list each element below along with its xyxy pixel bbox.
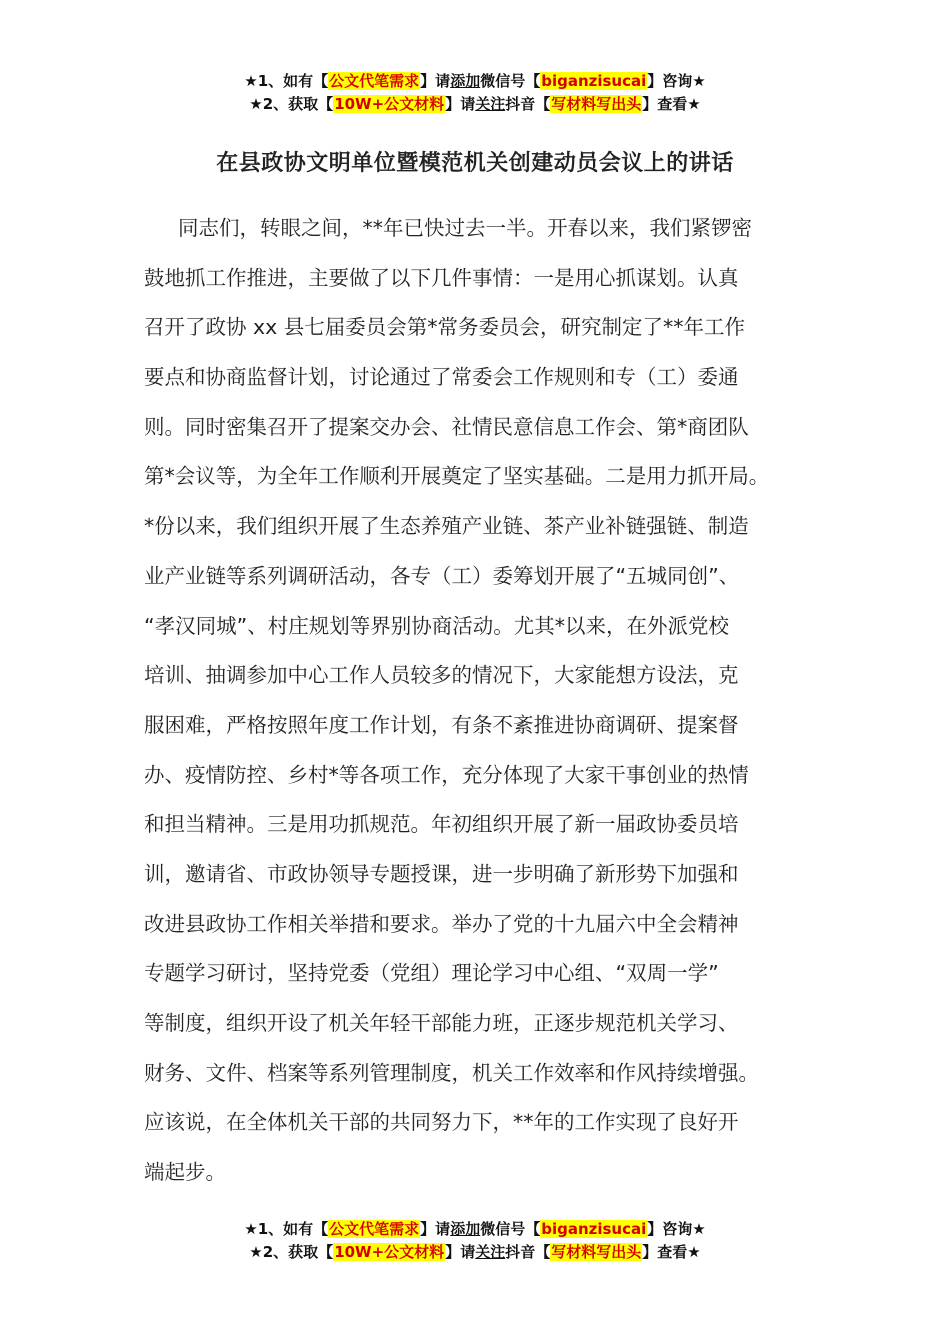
body-line: 端起步。 (144, 1160, 226, 1185)
body-line: 培训、抽调参加中心工作人员较多的情况下，大家能想方设法，克 (144, 663, 739, 688)
ad-text: 微信号【 (480, 72, 541, 90)
ad-banner-bottom (0, 1218, 950, 1264)
underlined-text: 添加 (450, 72, 481, 90)
body-line: 服困难，严格按照年度工作计划，有条不紊推进协商调研、提案督 (144, 712, 739, 737)
ad-text: 抖音【 (505, 1243, 551, 1261)
document-body (144, 204, 816, 1198)
body-line: 和担当精神。三是用功抓规范。年初组织开展了新一届政协委员培 (144, 812, 739, 837)
underlined-text: 关注 (475, 1243, 506, 1261)
highlight-text: 10W+公文材料 (334, 95, 445, 113)
ad-line-1 (0, 70, 950, 93)
body-line: 应该说，在全体机关干部的共同努力下，**年的工作实现了良好开 (144, 1110, 739, 1135)
highlight-text: biganzisucai (541, 72, 647, 90)
ad-text: 】请 (420, 1220, 451, 1238)
body-line: 第*会议等，为全年工作顺利开展奠定了坚实基础。二是用力抓开局。 (144, 464, 770, 489)
body-line: *份以来，我们组织开展了生态养殖产业链、茶产业补链强链、制造 (144, 514, 749, 539)
body-line: 财务、文件、档案等系列管理制度，机关工作效率和作风持续增强。 (144, 1060, 759, 1085)
ad-text: ★2、获取【 (249, 1243, 334, 1261)
ad-text: 】咨询★ (647, 1220, 706, 1238)
ad-banner-top (0, 70, 950, 116)
ad-text: 】请 (445, 1243, 476, 1261)
ad-text: ★1、如有【 (244, 72, 329, 90)
body-line: 要点和协商监督计划，讨论通过了常委会工作规则和专（工）委通 (144, 365, 739, 390)
ad-text: ★1、如有【 (244, 1220, 329, 1238)
underlined-text: 添加 (450, 1220, 481, 1238)
ad-text: 抖音【 (505, 95, 551, 113)
document-title: 在县政协文明单位暨模范机关创建动员会议上的讲话 (216, 151, 734, 176)
ad-text: 】查看★ (642, 1243, 701, 1261)
highlight-text: 公文代笔需求 (329, 1220, 420, 1238)
ad-text: ★2、获取【 (249, 95, 334, 113)
body-line: 召开了政协 xx 县七届委员会第*常务委员会，研究制定了**年工作 (144, 315, 746, 340)
highlight-text: 写材料写出头 (551, 95, 642, 113)
body-line: 办、疫情防控、乡村*等各项工作，充分体现了大家干事创业的热情 (144, 762, 749, 787)
highlight-text: biganzisucai (541, 1220, 647, 1238)
highlight-text: 10W+公文材料 (334, 1243, 445, 1261)
highlight-text: 写材料写出头 (551, 1243, 642, 1261)
body-line: 训，邀请省、市政协领导专题授课，进一步明确了新形势下加强和 (144, 861, 739, 886)
body-line: 鼓地抓工作推进，主要做了以下几件事情：一是用心抓谋划。认真 (144, 265, 739, 290)
body-line: 改进县政协工作相关举措和要求。举办了党的十九届六中全会精神 (144, 911, 739, 936)
ad-text: 】查看★ (642, 95, 701, 113)
ad-text: 】请 (420, 72, 451, 90)
ad-line-1 (0, 1218, 950, 1241)
body-line: 则。同时密集召开了提案交办会、社情民意信息工作会、第*商团队 (144, 414, 749, 439)
ad-line-2 (0, 93, 950, 116)
ad-line-2 (0, 1241, 950, 1264)
body-line: 专题学习研讨，坚持党委（党组）理论学习中心组、“双周一学” (144, 961, 719, 986)
ad-text: 】咨询★ (647, 72, 706, 90)
ad-text: 微信号【 (480, 1220, 541, 1238)
highlight-text: 公文代笔需求 (329, 72, 420, 90)
ad-text: 】请 (445, 95, 476, 113)
underlined-text: 关注 (475, 95, 506, 113)
body-line: “孝汉同城”、村庄规划等界别协商活动。尤其*以来，在外派党校 (144, 613, 729, 638)
body-line: 同志们，转眼之间，**年已快过去一半。开春以来，我们紧锣密 (178, 216, 752, 240)
body-line: 等制度，组织开设了机关年轻干部能力班，正逐步规范机关学习、 (144, 1011, 739, 1035)
body-line: 业产业链等系列调研活动，各专（工）委筹划开展了“五城同创”、 (144, 563, 740, 588)
